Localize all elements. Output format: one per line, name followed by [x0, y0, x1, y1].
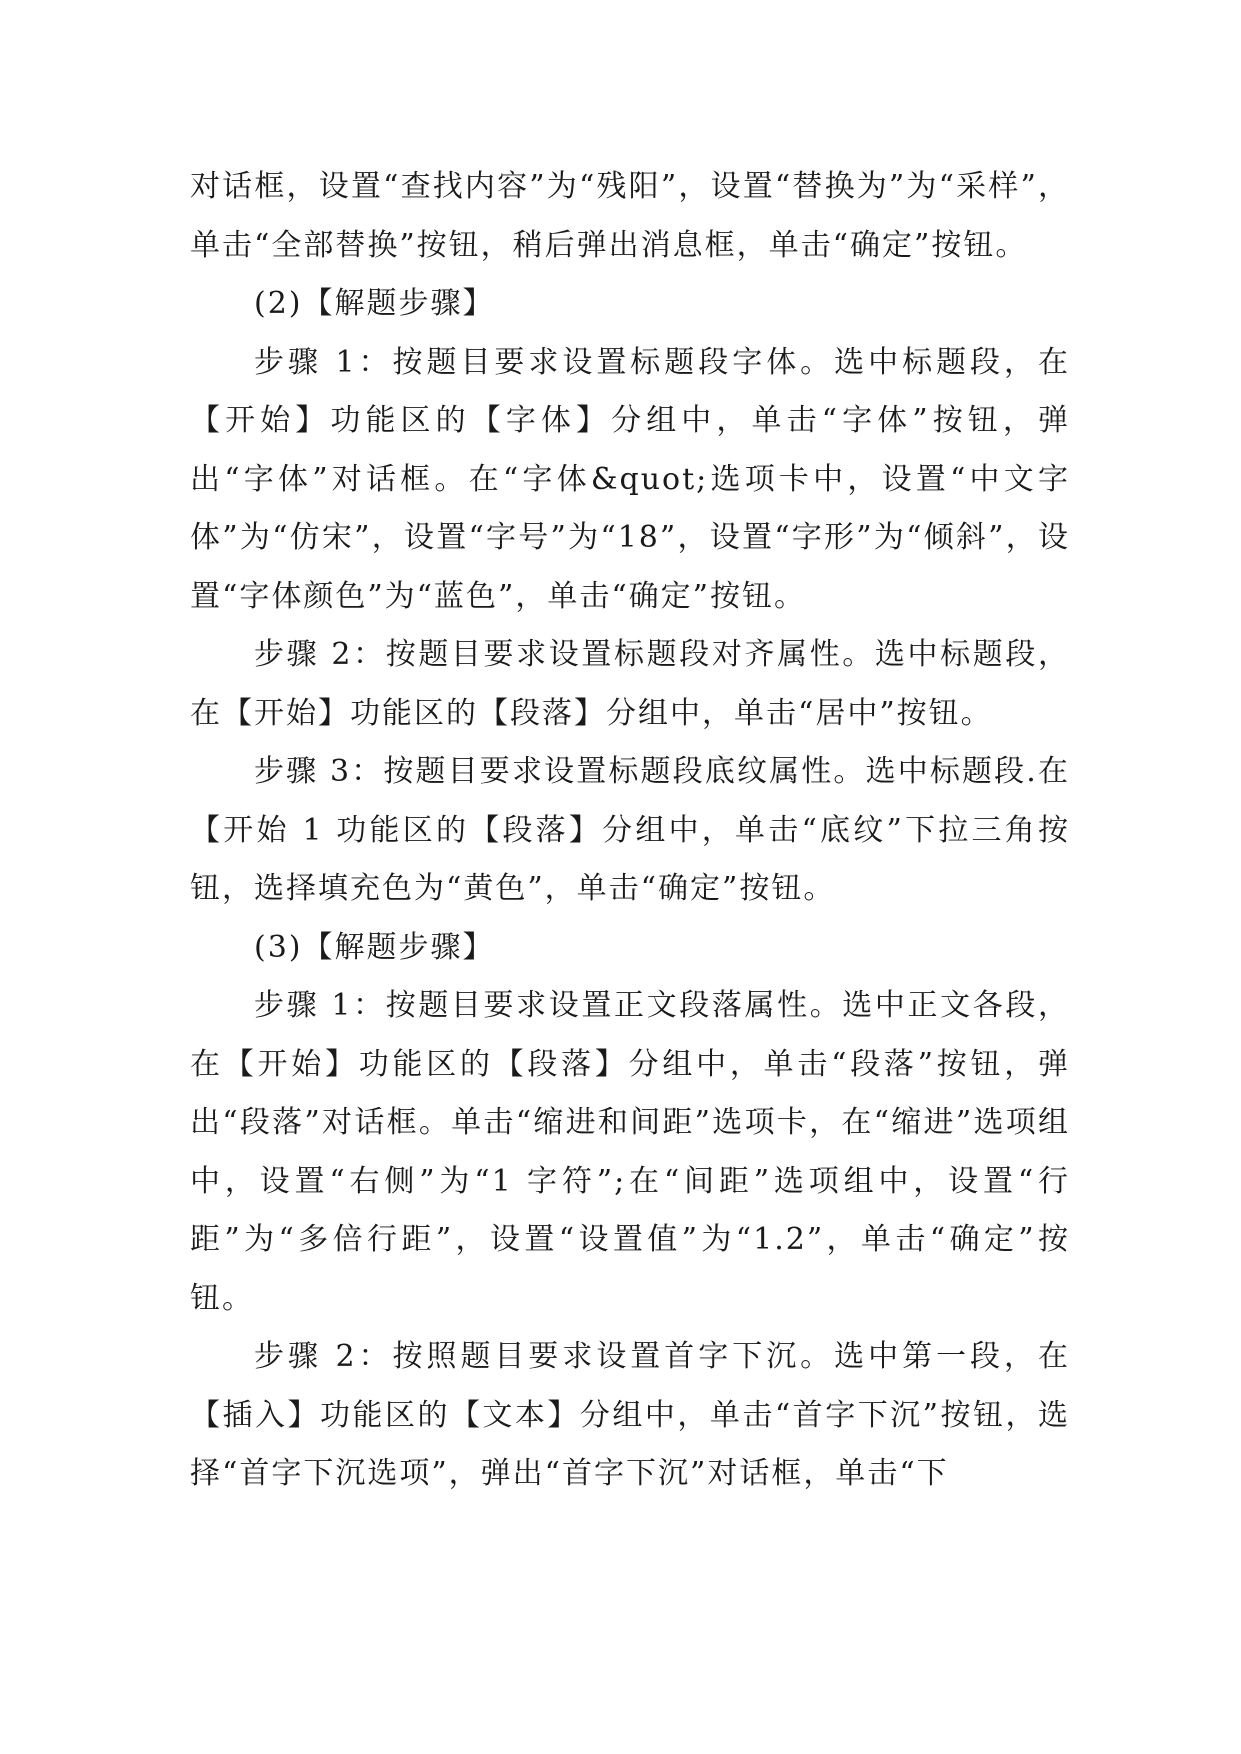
paragraph-step-3-1: 步骤 1：按题目要求设置正文段落属性。选中正文各段，在【开始】功能区的【段落】分组中，单击“段落”按钮，弹出“段落”对话框。单击“缩进和间距”选项卡，在“缩进”选项组中，设置“右侧”为“1 字符”;在“间距”选项组中，设置“行距”为“多倍行距”，设置“设置值”为“1.2”，单击“确定”按钮。 [190, 988, 1070, 1316]
paragraph-step-2-1: 步骤 1：按题目要求设置标题段字体。选中标题段，在【开始】功能区的【字体】分组中，单击“字体”按钮，弹出“字体”对话框。在“字体&quot;选项卡中，设置“中文字体”为“仿宋”，设置“字号”为“18”，设置“字形”为“倾斜”，设置“字体颜色”为“蓝色”，单击“确定”按钮。 [190, 344, 1070, 614]
paragraph-heading-step-3: (3)【解题步骤】 [254, 929, 495, 965]
paragraph-step-3-2: 步骤 2：按照题目要求设置首字下沉。选中第一段，在【插入】功能区的【文本】分组中，单击“首字下沉”按钮，选择“首字下沉选项”，弹出“首字下沉”对话框，单击“下 [190, 1339, 1070, 1491]
paragraph-continuation: 对话框，设置“查找内容”为“残阳”，设置“替换为”为“采样”，单击“全部替换”按钮，稍后弹出消息框，单击“确定”按钮。 [190, 169, 1070, 263]
paragraph-step-2-3: 步骤 3：按题目要求设置标题段底纹属性。选中标题段.在【开始 1 功能区的【段落】分组中，单击“底纹”下拉三角按钮，选择填充色为“黄色”，单击“确定”按钮。 [190, 754, 1070, 906]
paragraph-step-2-2: 步骤 2：按题目要求设置标题段对齐属性。选中标题段，在【开始】功能区的【段落】分组中，单击“居中”按钮。 [190, 637, 1070, 731]
paragraph-heading-step-2: (2)【解题步骤】 [254, 286, 495, 321]
document-body [190, 158, 1070, 1504]
